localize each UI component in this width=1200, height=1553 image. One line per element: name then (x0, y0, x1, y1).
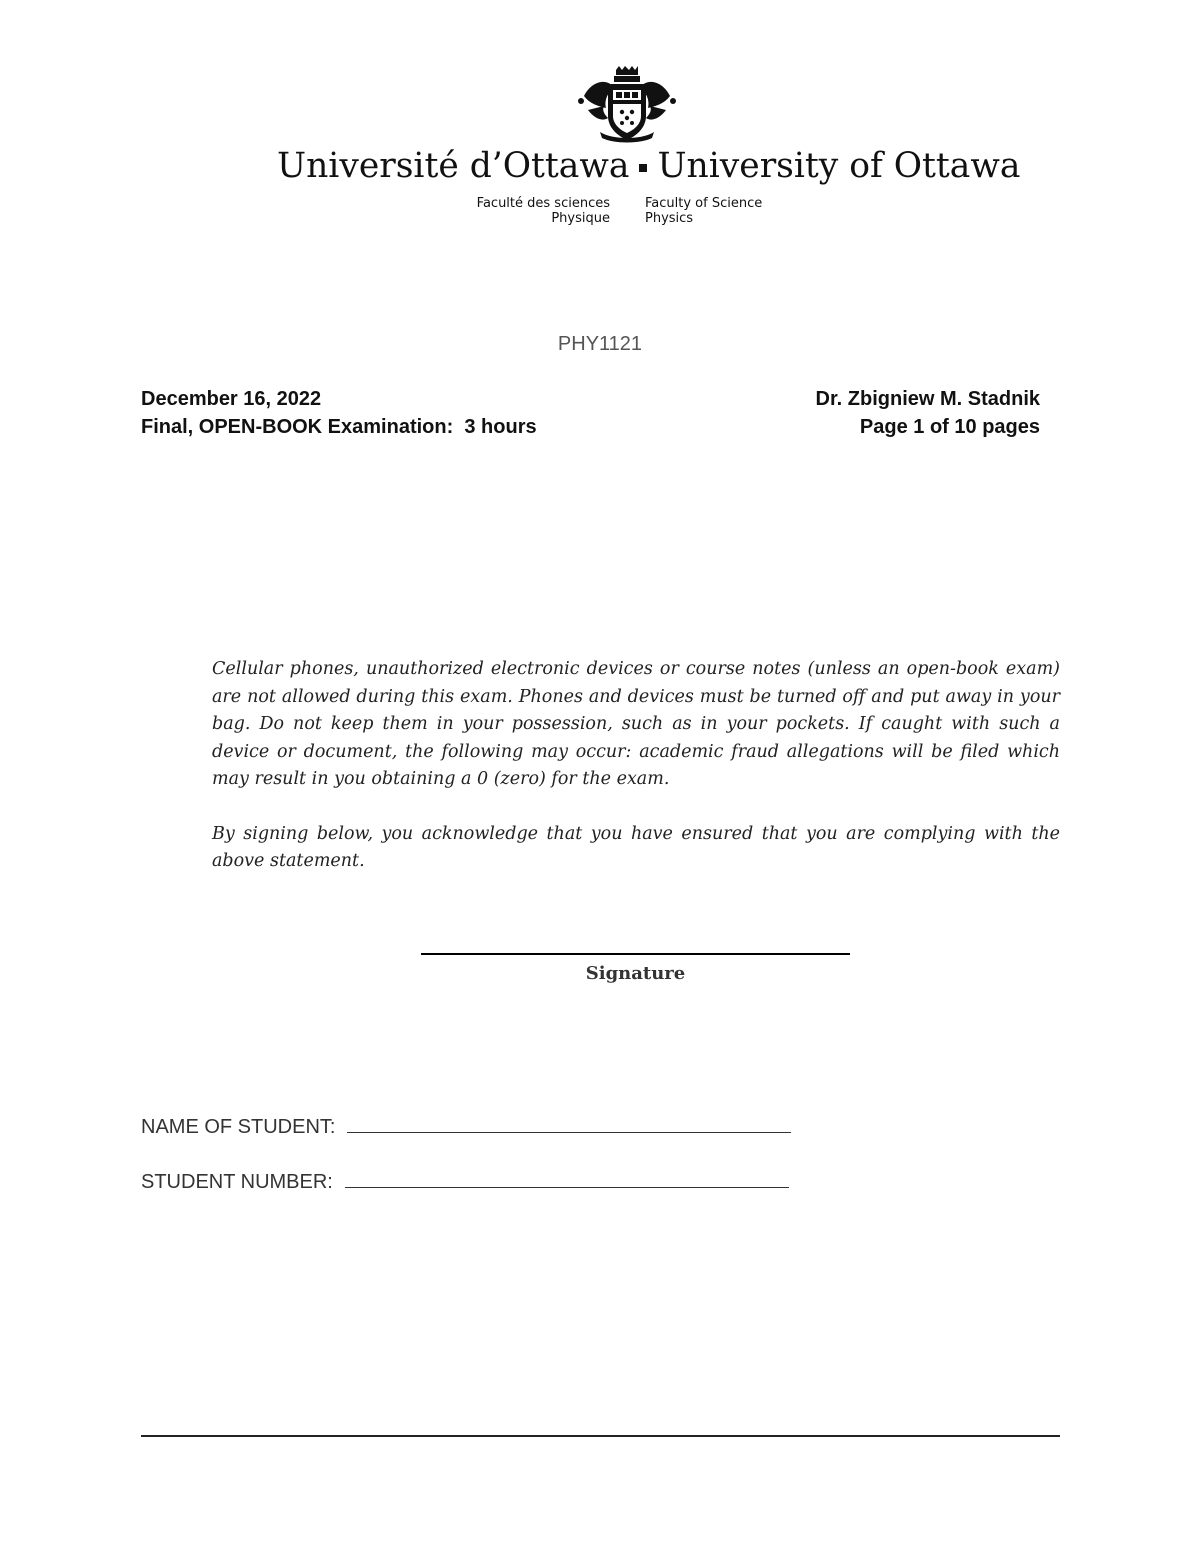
student-name-blank[interactable] (347, 1132, 791, 1133)
department-en-name: Physics (645, 211, 694, 226)
course-code: PHY1121 (557, 333, 643, 355)
student-number-label: STUDENT NUMBER: (141, 1171, 333, 1193)
exam-info-right (816, 385, 1040, 441)
faculty-en-name: Faculty of Science (645, 196, 763, 211)
student-number-field (141, 1168, 789, 1196)
exam-type: Final, OPEN-BOOK Examination: 3 hours (141, 416, 537, 438)
notice-paragraph: Cellular phones, unauthorized electronic devices or course notes (unless an open-book exam) are not allowed during this exam. Phones and devices must be turned off and put away in your bag. Do not keep them in your possession, such as in your pockets. If caught with such a device or document, the following may occur: academic fraud allegations will be filed which may result in you obtaining a 0 (zero) for the exam. (212, 659, 1060, 789)
department-fr-name: Physique (551, 211, 610, 226)
university-name (277, 142, 1021, 190)
footer-rule (141, 1435, 1060, 1437)
faculty-fr-name: Faculté des sciences (476, 196, 610, 211)
faculty-fr (470, 196, 610, 226)
student-name-label: NAME OF STUDENT: (141, 1116, 336, 1138)
exam-info-left (141, 385, 537, 441)
student-number-blank[interactable] (345, 1187, 789, 1188)
university-name-en: University of Ottawa (657, 146, 1021, 186)
student-name-field (141, 1113, 791, 1141)
acknowledgement-paragraph: By signing below, you acknowledge that you have ensured that you are complying with the above statement. (212, 823, 1060, 871)
university-name-fr: Université d’Ottawa (277, 146, 630, 186)
academic-integrity-notice (212, 656, 1060, 876)
exam-date: December 16, 2022 (141, 388, 322, 410)
instructor-name: Dr. Zbigniew M. Stadnik (815, 388, 1040, 410)
separator-dot (639, 164, 647, 172)
signature-label: Signature (585, 963, 686, 984)
university-crest-logo (578, 66, 676, 144)
page-info: Page 1 of 10 pages (859, 416, 1040, 438)
signature-line[interactable] (421, 953, 850, 955)
faculty-en (645, 196, 805, 226)
